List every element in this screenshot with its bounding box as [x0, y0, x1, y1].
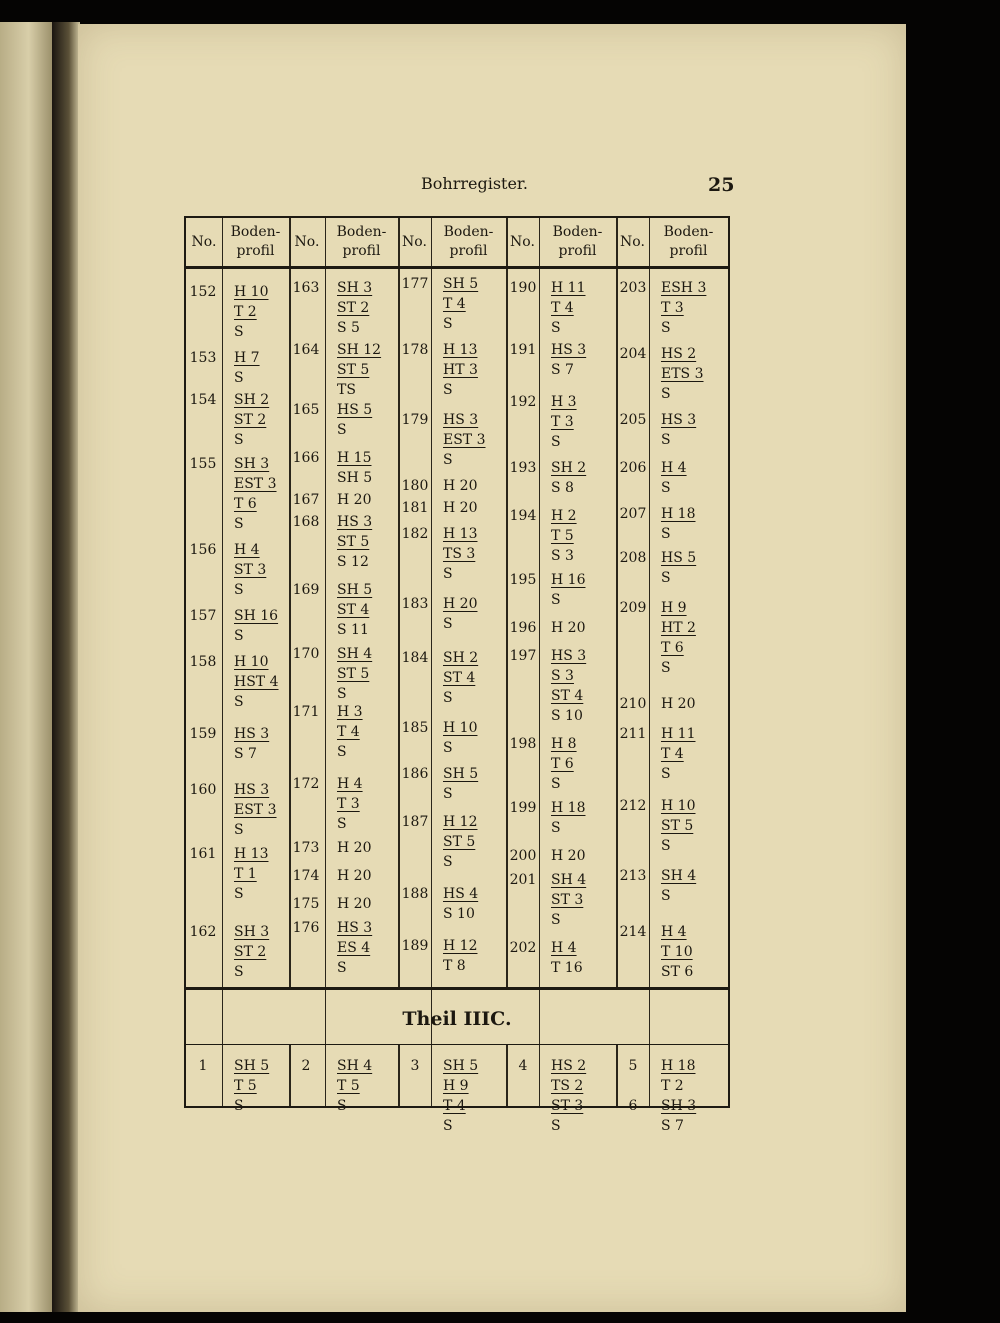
bore-number: 6 — [628, 1098, 638, 1114]
soil-profile-layer: ETS 3 — [661, 366, 704, 382]
bore-number: 214 — [619, 924, 647, 940]
soil-profile-layer: S — [234, 1098, 244, 1114]
header-no: No. — [294, 233, 320, 250]
soil-profile-layer: T 3 — [337, 796, 360, 812]
soil-profile-layer: H 8 — [551, 736, 577, 752]
soil-profile-layer: SH 16 — [234, 608, 279, 624]
soil-profile-layer: SH 5 — [443, 766, 479, 782]
soil-profile-layer: S — [443, 854, 453, 870]
soil-profile-layer: SH 2 — [234, 392, 270, 408]
soil-profile-layer: S — [234, 516, 244, 532]
soil-profile-layer: T 8 — [443, 958, 466, 974]
soil-profile-layer: S — [337, 686, 347, 702]
bore-number: 209 — [619, 600, 647, 616]
bore-number: 196 — [509, 620, 537, 636]
soil-profile-layer: T 4 — [443, 1098, 466, 1114]
soil-profile-layer: HST 4 — [234, 674, 279, 690]
soil-profile-layer: H 13 — [234, 846, 269, 862]
section-rule-top — [186, 987, 728, 990]
soil-profile-layer: H 4 — [337, 776, 363, 792]
soil-profile-layer: T 3 — [551, 414, 574, 430]
soil-profile-layer: H 20 — [443, 596, 478, 612]
soil-profile-layer: ST 2 — [234, 412, 267, 428]
soil-profile-layer: S — [337, 422, 347, 438]
soil-profile-layer: S — [234, 370, 244, 386]
book-gutter — [52, 22, 80, 1312]
bore-number: 160 — [189, 782, 217, 798]
bore-number: 208 — [619, 550, 647, 566]
bore-number: 200 — [509, 848, 537, 864]
bore-number: 2 — [301, 1058, 311, 1074]
bore-number: 1 — [198, 1058, 208, 1074]
bore-number: 185 — [401, 720, 429, 736]
soil-profile-layer: ST 2 — [337, 300, 370, 316]
soil-profile-layer: H 20 — [337, 840, 372, 856]
soil-profile-layer: ES 4 — [337, 940, 371, 956]
soil-profile-layer: SH 4 — [337, 1058, 373, 1074]
bore-number: 186 — [401, 766, 429, 782]
soil-profile-layer: SH 3 — [337, 280, 373, 296]
bore-number: 175 — [292, 896, 320, 912]
soil-profile-layer: HS 2 — [551, 1058, 587, 1074]
soil-profile-layer: ST 4 — [551, 688, 584, 704]
soil-profile-layer: S — [337, 1098, 347, 1114]
soil-profile-layer: ST 4 — [337, 602, 370, 618]
soil-profile-layer: H 20 — [551, 620, 586, 636]
soil-profile-layer: SH 2 — [443, 650, 479, 666]
soil-profile-layer: S — [234, 964, 244, 980]
soil-profile-layer: S — [551, 912, 561, 928]
soil-profile-layer: EST 3 — [234, 476, 277, 492]
soil-profile-layer: T 6 — [661, 640, 684, 656]
soil-profile-layer: H 20 — [551, 848, 586, 864]
header-no: No. — [510, 233, 535, 250]
soil-profile-layer: TS 3 — [443, 546, 476, 562]
soil-profile-layer: ST 5 — [337, 534, 370, 550]
soil-profile-layer: S — [337, 744, 347, 760]
soil-profile-layer: S 7 — [551, 362, 574, 378]
running-title: Bohrregister. — [421, 174, 528, 193]
bore-number: 162 — [189, 924, 217, 940]
soil-profile-layer: H 4 — [661, 460, 687, 476]
soil-profile-layer: SH 3 — [234, 924, 270, 940]
bore-number: 192 — [509, 394, 537, 410]
soil-profile-layer: S — [443, 382, 453, 398]
bore-number: 167 — [292, 492, 320, 508]
soil-profile-layer: S — [234, 432, 244, 448]
soil-profile-layer: S — [443, 566, 453, 582]
bore-number: 205 — [619, 412, 647, 428]
soil-profile-layer: H 18 — [661, 506, 696, 522]
bore-number: 188 — [401, 886, 429, 902]
soil-profile-layer: T 10 — [661, 944, 693, 960]
soil-profile-layer: H 3 — [337, 704, 363, 720]
bore-number: 154 — [189, 392, 217, 408]
soil-profile-layer: SH 2 — [551, 460, 587, 476]
bore-number: 170 — [292, 646, 320, 662]
bore-number: 157 — [189, 608, 217, 624]
bore-number: 193 — [509, 460, 537, 476]
bore-number: 3 — [410, 1058, 420, 1074]
soil-profile-layer: H 9 — [661, 600, 687, 616]
soil-profile-layer: H 10 — [234, 284, 269, 300]
soil-profile-layer: T 4 — [337, 724, 360, 740]
soil-profile-layer: S — [234, 628, 244, 644]
soil-profile-layer: S — [661, 526, 671, 542]
soil-profile-layer: H 10 — [234, 654, 269, 670]
soil-profile-layer: H 2 — [551, 508, 577, 524]
soil-profile-layer: T 6 — [551, 756, 574, 772]
facing-page-edge — [0, 22, 52, 1312]
soil-profile-layer: S — [443, 740, 453, 756]
soil-profile-layer: S — [551, 434, 561, 450]
bore-number: 198 — [509, 736, 537, 752]
header-bodenprofil: Boden- profil — [443, 224, 494, 259]
soil-profile-layer: ST 2 — [234, 944, 267, 960]
section-rule-bottom — [186, 1044, 728, 1045]
soil-profile-layer: T 5 — [551, 528, 574, 544]
soil-profile-layer: T 2 — [234, 304, 257, 320]
soil-profile-layer: H 20 — [337, 492, 372, 508]
soil-profile-layer: S — [551, 320, 561, 336]
soil-profile-layer: TS — [337, 382, 356, 398]
soil-profile-layer: H 4 — [551, 940, 577, 956]
bore-number: 172 — [292, 776, 320, 792]
soil-profile-layer: H 9 — [443, 1078, 469, 1094]
soil-profile-layer: ST 3 — [551, 1098, 584, 1114]
header-no: No. — [620, 233, 645, 250]
soil-profile-layer: S 11 — [337, 622, 369, 638]
section-title: Theil IIIC. — [402, 1008, 512, 1030]
soil-profile-layer: S 10 — [551, 708, 583, 724]
bore-number: 191 — [509, 342, 537, 358]
soil-profile-layer: ST 5 — [337, 666, 370, 682]
soil-profile-layer: H 10 — [443, 720, 478, 736]
soil-profile-layer: T 2 — [661, 1078, 684, 1094]
soil-profile-layer: S 5 — [337, 320, 360, 336]
soil-profile-layer: H 4 — [234, 542, 260, 558]
bore-number: 173 — [292, 840, 320, 856]
soil-profile-layer: ST 4 — [443, 670, 476, 686]
bore-number: 4 — [518, 1058, 528, 1074]
bore-number: 199 — [509, 800, 537, 816]
soil-profile-layer: H 18 — [661, 1058, 696, 1074]
bore-number: 189 — [401, 938, 429, 954]
soil-profile-layer: S — [234, 694, 244, 710]
soil-profile-layer: T 4 — [443, 296, 466, 312]
soil-profile-layer: ST 5 — [661, 818, 694, 834]
soil-profile-layer: S 12 — [337, 554, 369, 570]
soil-profile-layer: T 5 — [234, 1078, 257, 1094]
bore-number: 166 — [292, 450, 320, 466]
bore-number: 206 — [619, 460, 647, 476]
soil-profile-layer: T 4 — [661, 746, 684, 762]
soil-profile-layer: H 12 — [443, 814, 478, 830]
bore-number: 212 — [619, 798, 647, 814]
soil-profile-layer: S — [443, 452, 453, 468]
soil-profile-layer: H 13 — [443, 526, 478, 542]
soil-profile-layer: S — [551, 820, 561, 836]
soil-profile-layer: ESH 3 — [661, 280, 707, 296]
bore-number: 153 — [189, 350, 217, 366]
soil-profile-layer: T 4 — [551, 300, 574, 316]
bore-number: 213 — [619, 868, 647, 884]
soil-profile-layer: H 16 — [551, 572, 586, 588]
soil-profile-layer: S 10 — [443, 906, 475, 922]
soil-profile-layer: HS 3 — [234, 726, 270, 742]
bore-number: 177 — [401, 276, 429, 292]
soil-profile-layer: SH 5 — [443, 1058, 479, 1074]
soil-profile-layer: H 20 — [337, 896, 372, 912]
bore-number: 174 — [292, 868, 320, 884]
soil-profile-layer: S — [661, 320, 671, 336]
soil-profile-layer: S — [551, 1118, 561, 1134]
soil-profile-layer: H 20 — [337, 868, 372, 884]
soil-profile-layer: HS 4 — [443, 886, 479, 902]
soil-profile-layer: S 3 — [551, 548, 574, 564]
bore-number: 164 — [292, 342, 320, 358]
soil-profile-layer: HS 3 — [337, 514, 373, 530]
bore-number: 5 — [628, 1058, 638, 1074]
bore-number: 201 — [509, 872, 537, 888]
soil-profile-layer: HS 2 — [661, 346, 697, 362]
bore-number: 176 — [292, 920, 320, 936]
soil-profile-layer: S — [443, 690, 453, 706]
soil-profile-layer: S — [234, 582, 244, 598]
soil-profile-layer: ST 3 — [551, 892, 584, 908]
soil-profile-layer: EST 3 — [234, 802, 277, 818]
soil-profile-layer: H 11 — [551, 280, 586, 296]
soil-profile-layer: S — [661, 386, 671, 402]
soil-profile-layer: T 1 — [234, 866, 257, 882]
bore-number: 190 — [509, 280, 537, 296]
soil-profile-layer: SH 3 — [234, 456, 270, 472]
bore-number: 203 — [619, 280, 647, 296]
soil-profile-layer: H 10 — [661, 798, 696, 814]
bore-number: 197 — [509, 648, 537, 664]
soil-profile-layer: T 5 — [337, 1078, 360, 1094]
soil-profile-layer: T 16 — [551, 960, 583, 976]
bore-number: 163 — [292, 280, 320, 296]
column-rule — [222, 218, 223, 1106]
soil-profile-layer: HS 3 — [661, 412, 697, 428]
bore-number: 156 — [189, 542, 217, 558]
bore-number: 171 — [292, 704, 320, 720]
soil-profile-layer: S 8 — [551, 480, 574, 496]
bore-number: 161 — [189, 846, 217, 862]
bore-number: 165 — [292, 402, 320, 418]
soil-profile-layer: S 7 — [234, 746, 257, 762]
bore-number: 158 — [189, 654, 217, 670]
soil-profile-layer: S — [661, 480, 671, 496]
soil-profile-layer: SH 4 — [551, 872, 587, 888]
bore-number: 184 — [401, 650, 429, 666]
soil-profile-layer: HT 2 — [661, 620, 696, 636]
soil-profile-layer: H 18 — [551, 800, 586, 816]
soil-profile-layer: HS 3 — [337, 920, 373, 936]
soil-profile-layer: TS 2 — [551, 1078, 584, 1094]
bore-number: 183 — [401, 596, 429, 612]
soil-profile-layer: S — [661, 570, 671, 586]
soil-profile-layer: S — [443, 786, 453, 802]
header-bodenprofil: Boden- profil — [336, 224, 387, 259]
soil-profile-layer: ST 6 — [661, 964, 694, 980]
bore-number: 178 — [401, 342, 429, 358]
soil-profile-layer: HS 3 — [551, 648, 587, 664]
soil-profile-layer: S — [443, 616, 453, 632]
soil-profile-layer: H 4 — [661, 924, 687, 940]
soil-profile-layer: S — [337, 816, 347, 832]
soil-profile-layer: S — [661, 838, 671, 854]
soil-profile-layer: ST 5 — [337, 362, 370, 378]
bore-number: 210 — [619, 696, 647, 712]
soil-profile-layer: SH 5 — [443, 276, 479, 292]
soil-profile-layer: H 13 — [443, 342, 478, 358]
soil-profile-layer: HS 5 — [661, 550, 697, 566]
soil-profile-layer: SH 12 — [337, 342, 382, 358]
soil-profile-layer: S — [337, 960, 347, 976]
soil-profile-layer: S — [551, 592, 561, 608]
soil-profile-layer: S — [661, 432, 671, 448]
bore-number: 202 — [509, 940, 537, 956]
bore-number: 187 — [401, 814, 429, 830]
soil-profile-layer: SH 5 — [337, 470, 373, 486]
bore-number: 204 — [619, 346, 647, 362]
soil-profile-layer: S — [661, 766, 671, 782]
bore-number: 211 — [619, 726, 647, 742]
page-number: 25 — [708, 174, 735, 196]
column-rule — [325, 218, 326, 1106]
header-bodenprofil: Boden- profil — [230, 224, 281, 259]
soil-profile-layer: H 20 — [443, 500, 478, 516]
soil-profile-layer: S — [234, 822, 244, 838]
bore-number: 179 — [401, 412, 429, 428]
bore-number: 181 — [401, 500, 429, 516]
soil-profile-layer: SH 4 — [337, 646, 373, 662]
page — [78, 24, 906, 1312]
soil-profile-layer: EST 3 — [443, 432, 486, 448]
soil-profile-layer: HT 3 — [443, 362, 478, 378]
bore-number: 155 — [189, 456, 217, 472]
soil-profile-layer: S — [661, 888, 671, 904]
soil-profile-layer: S — [234, 886, 244, 902]
bore-number: 159 — [189, 726, 217, 742]
soil-profile-layer: HS 3 — [443, 412, 479, 428]
header-no: No. — [191, 233, 217, 250]
soil-profile-layer: H 7 — [234, 350, 260, 366]
soil-profile-layer: H 12 — [443, 938, 478, 954]
soil-profile-layer: ST 5 — [443, 834, 476, 850]
soil-profile-layer: SH 3 — [661, 1098, 697, 1114]
bore-number: 207 — [619, 506, 647, 522]
bore-number: 168 — [292, 514, 320, 530]
soil-profile-layer: H 3 — [551, 394, 577, 410]
soil-profile-layer: T 3 — [661, 300, 684, 316]
soil-profile-layer: T 6 — [234, 496, 257, 512]
soil-profile-layer: SH 4 — [661, 868, 697, 884]
soil-profile-layer: S — [551, 776, 561, 792]
soil-profile-layer: S — [661, 660, 671, 676]
header-bodenprofil: Boden- profil — [663, 224, 714, 259]
bore-number: 194 — [509, 508, 537, 524]
soil-profile-layer: H 15 — [337, 450, 372, 466]
bore-number: 169 — [292, 582, 320, 598]
header-no: No. — [402, 233, 427, 250]
header-bodenprofil: Boden- profil — [552, 224, 603, 259]
soil-profile-layer: S 7 — [661, 1118, 684, 1134]
soil-profile-layer: S — [234, 324, 244, 340]
bore-register-table — [184, 216, 730, 1134]
header-rule — [186, 266, 728, 269]
soil-profile-layer: SH 5 — [337, 582, 373, 598]
bore-number: 195 — [509, 572, 537, 588]
soil-profile-layer: S — [443, 1118, 453, 1134]
soil-profile-layer: HS 3 — [234, 782, 270, 798]
soil-profile-layer: ST 3 — [234, 562, 267, 578]
soil-profile-layer: H 11 — [661, 726, 696, 742]
soil-profile-layer: S — [443, 316, 453, 332]
bore-number: 182 — [401, 526, 429, 542]
soil-profile-layer: H 20 — [661, 696, 696, 712]
soil-profile-layer: SH 5 — [234, 1058, 270, 1074]
bore-number: 152 — [189, 284, 217, 300]
soil-profile-layer: H 20 — [443, 478, 478, 494]
soil-profile-layer: S 3 — [551, 668, 574, 684]
bore-number: 180 — [401, 478, 429, 494]
soil-profile-layer: HS 5 — [337, 402, 373, 418]
soil-profile-layer: HS 3 — [551, 342, 587, 358]
